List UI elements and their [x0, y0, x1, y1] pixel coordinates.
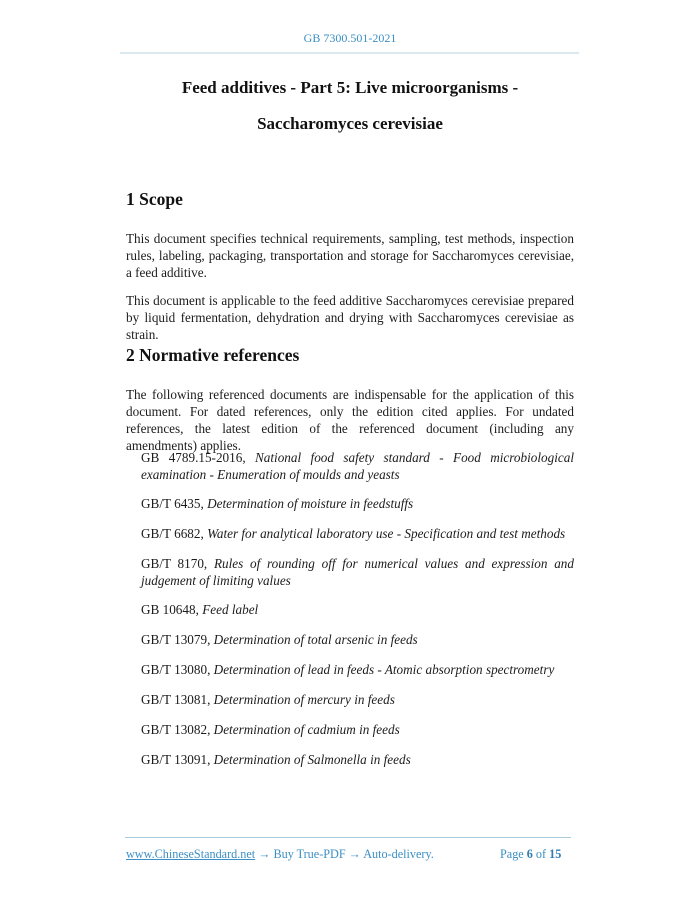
reference-title: National food safety standard - Food microbiological examination - Enumeration of moulds and yeasts — [141, 450, 574, 482]
footer-promo — [126, 847, 434, 862]
reference-code: GB 10648, — [141, 602, 203, 617]
reference-item — [141, 631, 574, 648]
arrow-right-icon: → — [348, 847, 361, 861]
reference-item — [141, 555, 574, 589]
page-total: 15 — [549, 847, 562, 861]
reference-code: GB/T 8170, — [141, 556, 214, 571]
section-heading-normative-references: 2 Normative references — [126, 345, 300, 365]
section-heading-scope: 1 Scope — [126, 189, 183, 209]
reference-code: GB/T 13081, — [141, 692, 214, 707]
reference-code: GB/T 13091, — [141, 752, 214, 767]
chinesestandard-link[interactable]: www.ChineseStandard.net — [126, 847, 256, 861]
page-current: 6 — [526, 847, 533, 861]
document-title-line-1: Feed additives - Part 5: Live microorganisms - — [181, 78, 519, 97]
reference-title: Water for analytical laboratory use - Specification and test methods — [207, 526, 566, 541]
reference-code: GB/T 6435, — [141, 496, 208, 511]
auto-delivery-text: Auto-delivery. — [360, 847, 434, 861]
buy-true-pdf-text: Buy True-PDF — [270, 847, 349, 861]
reference-item — [141, 691, 574, 708]
reference-item — [141, 661, 574, 678]
arrow-right-icon: → — [258, 847, 271, 861]
reference-item — [141, 495, 574, 512]
reference-item — [141, 721, 574, 738]
reference-title: Determination of total arsenic in feeds — [213, 632, 418, 647]
reference-title: Feed label — [202, 602, 259, 617]
page-label: Page — [500, 847, 527, 861]
reference-title: Rules of rounding off for numerical values and expression and judgement of limiting values — [141, 556, 574, 588]
normative-references-intro: The following referenced documents are indispensable for the application of this document. For dated references, only the edition cited applies. For undated references, the latest edition of the referenced document (including any amendments) applies. — [126, 387, 574, 453]
document-code: GB 7300.501-2021 — [303, 31, 397, 45]
reference-title: Determination of Salmonella in feeds — [213, 752, 411, 767]
reference-item — [141, 449, 574, 483]
reference-title: Determination of moisture in feedstuffs — [207, 496, 414, 511]
reference-code: GB/T 13079, — [141, 632, 214, 647]
scope-paragraph-1: This document specifies technical requirements, sampling, test methods, inspection rules, labeling, packaging, transportation and storage for Saccharomyces cerevisiae, a feed additive. — [126, 231, 574, 280]
page-indicator — [500, 847, 561, 862]
reference-code: GB/T 6682, — [141, 526, 208, 541]
reference-code: GB/T 13080, — [141, 662, 214, 677]
reference-item — [141, 751, 574, 768]
reference-item — [141, 525, 574, 542]
reference-code: GB 4789.15-2016, — [141, 450, 255, 465]
document-title-line-2: Saccharomyces cerevisiae — [257, 114, 443, 133]
reference-title: Determination of cadmium in feeds — [213, 722, 400, 737]
reference-code: GB/T 13082, — [141, 722, 214, 737]
scope-paragraph-2: This document is applicable to the feed additive Saccharomyces cerevisiae prepared by liquid fermentation, dehydration and drying with Saccharomyces cerevisiae as strain. — [126, 293, 574, 342]
footer-divider — [125, 837, 571, 838]
reference-title: Determination of mercury in feeds — [213, 692, 395, 707]
reference-title: Determination of lead in feeds - Atomic absorption spectrometry — [213, 662, 555, 677]
header-divider — [120, 52, 579, 54]
reference-item — [141, 601, 574, 618]
page-of-label: of — [532, 847, 550, 861]
